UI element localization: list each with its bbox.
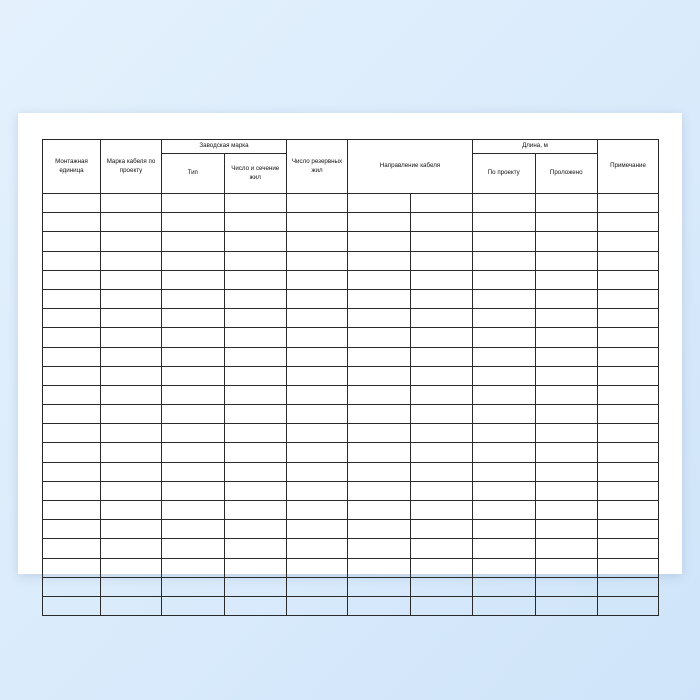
table-cell[interactable] xyxy=(43,213,101,232)
table-row[interactable] xyxy=(43,289,659,308)
table-cell[interactable] xyxy=(348,251,411,270)
table-cell[interactable] xyxy=(162,558,225,577)
table-cell[interactable] xyxy=(224,385,287,404)
table-cell[interactable] xyxy=(43,577,101,596)
header-montazhnaya-edinitsa-label: Монтажная единица xyxy=(55,157,88,174)
table-cell[interactable] xyxy=(598,251,659,270)
table-cell[interactable] xyxy=(473,289,536,308)
table-cell[interactable] xyxy=(287,558,348,577)
header-group-dlina xyxy=(473,140,598,154)
table-cell[interactable] xyxy=(535,481,598,500)
table-row[interactable] xyxy=(43,270,659,289)
table-cell[interactable] xyxy=(224,462,287,481)
table-cell[interactable] xyxy=(162,424,225,443)
table-cell[interactable] xyxy=(224,424,287,443)
table-cell[interactable] xyxy=(598,539,659,558)
table-cell[interactable] xyxy=(287,596,348,615)
table-cell[interactable] xyxy=(535,558,598,577)
table-cell[interactable] xyxy=(598,520,659,539)
table-cell[interactable] xyxy=(162,289,225,308)
table-cell[interactable] xyxy=(410,462,473,481)
table-cell[interactable] xyxy=(287,251,348,270)
table-cell[interactable] xyxy=(473,424,536,443)
table-cell[interactable] xyxy=(535,520,598,539)
table-cell[interactable] xyxy=(224,328,287,347)
table-cell[interactable] xyxy=(224,232,287,251)
table-cell[interactable] xyxy=(410,366,473,385)
table-cell[interactable] xyxy=(535,251,598,270)
table-cell[interactable] xyxy=(348,481,411,500)
table-cell[interactable] xyxy=(473,462,536,481)
table-row[interactable] xyxy=(43,596,659,615)
table-cell[interactable] xyxy=(287,270,348,289)
table-cell[interactable] xyxy=(348,520,411,539)
table-cell[interactable] xyxy=(535,443,598,462)
table-row[interactable] xyxy=(43,405,659,424)
table-cell[interactable] xyxy=(473,385,536,404)
cable-log-table xyxy=(42,139,659,616)
table-cell[interactable] xyxy=(101,347,162,366)
table-cell[interactable] xyxy=(101,424,162,443)
table-cell[interactable] xyxy=(224,405,287,424)
table-cell[interactable] xyxy=(43,385,101,404)
header-montazhnaya-edinitsa xyxy=(43,140,101,194)
table-cell[interactable] xyxy=(410,347,473,366)
table-cell[interactable] xyxy=(598,443,659,462)
table-cell[interactable] xyxy=(535,270,598,289)
table-cell[interactable] xyxy=(348,232,411,251)
table-cell[interactable] xyxy=(287,328,348,347)
table-cell[interactable] xyxy=(162,481,225,500)
table-cell[interactable] xyxy=(224,520,287,539)
table-cell[interactable] xyxy=(535,366,598,385)
table-cell[interactable] xyxy=(101,309,162,328)
table-cell[interactable] xyxy=(473,596,536,615)
table-cell[interactable] xyxy=(101,232,162,251)
table-cell[interactable] xyxy=(162,501,225,520)
table-cell[interactable] xyxy=(598,405,659,424)
table-row[interactable] xyxy=(43,194,659,213)
table-cell[interactable] xyxy=(287,309,348,328)
table-cell[interactable] xyxy=(43,366,101,385)
header-marka-kabelya-label: Марка кабеля по проекту xyxy=(106,157,156,174)
table-cell[interactable] xyxy=(598,501,659,520)
table-cell[interactable] xyxy=(348,424,411,443)
table-row[interactable] xyxy=(43,462,659,481)
table-cell[interactable] xyxy=(43,481,101,500)
table-cell[interactable] xyxy=(598,309,659,328)
table-cell[interactable] xyxy=(410,251,473,270)
table-cell[interactable] xyxy=(43,251,101,270)
table-cell[interactable] xyxy=(101,481,162,500)
table-cell[interactable] xyxy=(101,270,162,289)
table-cell[interactable] xyxy=(348,270,411,289)
table-cell[interactable] xyxy=(473,501,536,520)
table-cell[interactable] xyxy=(101,366,162,385)
table-cell[interactable] xyxy=(162,309,225,328)
table-cell[interactable] xyxy=(43,328,101,347)
header-group-zavodskaya-marka xyxy=(162,140,287,154)
table-cell[interactable] xyxy=(535,328,598,347)
table-cell[interactable] xyxy=(43,405,101,424)
table-cell[interactable] xyxy=(101,385,162,404)
table-cell[interactable] xyxy=(535,577,598,596)
table-cell[interactable] xyxy=(598,481,659,500)
header-po-proektu xyxy=(473,154,536,194)
table-cell[interactable] xyxy=(348,213,411,232)
table-cell[interactable] xyxy=(410,309,473,328)
table-cell[interactable] xyxy=(101,520,162,539)
table-cell[interactable] xyxy=(101,539,162,558)
table-cell[interactable] xyxy=(473,270,536,289)
table-cell[interactable] xyxy=(224,309,287,328)
table-row[interactable] xyxy=(43,577,659,596)
table-cell[interactable] xyxy=(535,309,598,328)
table-body xyxy=(43,194,659,616)
table-cell[interactable] xyxy=(43,539,101,558)
table-cell[interactable] xyxy=(535,539,598,558)
table-cell[interactable] xyxy=(43,347,101,366)
table-cell[interactable] xyxy=(287,194,348,213)
table-cell[interactable] xyxy=(473,577,536,596)
table-cell[interactable] xyxy=(43,520,101,539)
table-row[interactable] xyxy=(43,232,659,251)
table-cell[interactable] xyxy=(101,462,162,481)
table-cell[interactable] xyxy=(473,251,536,270)
table-cell[interactable] xyxy=(535,596,598,615)
table-cell[interactable] xyxy=(410,501,473,520)
table-cell[interactable] xyxy=(224,251,287,270)
table-cell[interactable] xyxy=(287,481,348,500)
table-cell[interactable] xyxy=(598,270,659,289)
paper-sheet xyxy=(18,113,682,574)
table-cell[interactable] xyxy=(287,213,348,232)
table-cell[interactable] xyxy=(598,462,659,481)
table-cell[interactable] xyxy=(287,405,348,424)
table-cell[interactable] xyxy=(162,232,225,251)
table-cell[interactable] xyxy=(598,213,659,232)
table-cell[interactable] xyxy=(162,251,225,270)
table-cell[interactable] xyxy=(473,366,536,385)
table-cell[interactable] xyxy=(43,443,101,462)
table-cell[interactable] xyxy=(473,539,536,558)
table-cell[interactable] xyxy=(162,347,225,366)
header-chislo-rezervnyh-label: Число резервных жил xyxy=(291,157,343,174)
table-row[interactable] xyxy=(43,347,659,366)
table-cell[interactable] xyxy=(101,501,162,520)
table-cell[interactable] xyxy=(43,270,101,289)
table-cell[interactable] xyxy=(410,424,473,443)
table-cell[interactable] xyxy=(101,558,162,577)
table-header xyxy=(43,140,659,194)
header-row-top xyxy=(43,140,659,154)
table-cell[interactable] xyxy=(162,577,225,596)
table-cell[interactable] xyxy=(473,405,536,424)
header-napravlenie-kabelya xyxy=(348,140,473,194)
table-cell[interactable] xyxy=(101,577,162,596)
table-cell[interactable] xyxy=(598,385,659,404)
table-row[interactable] xyxy=(43,501,659,520)
table-cell[interactable] xyxy=(287,501,348,520)
table-cell[interactable] xyxy=(410,289,473,308)
table-cell[interactable] xyxy=(410,577,473,596)
table-cell[interactable] xyxy=(224,577,287,596)
table-cell[interactable] xyxy=(473,213,536,232)
table-row[interactable] xyxy=(43,213,659,232)
table-cell[interactable] xyxy=(598,289,659,308)
table-cell[interactable] xyxy=(224,501,287,520)
table-cell[interactable] xyxy=(598,366,659,385)
table-cell[interactable] xyxy=(287,520,348,539)
table-cell[interactable] xyxy=(43,232,101,251)
table-cell[interactable] xyxy=(162,213,225,232)
table-cell[interactable] xyxy=(348,347,411,366)
table-cell[interactable] xyxy=(287,443,348,462)
table-cell[interactable] xyxy=(287,539,348,558)
table-cell[interactable] xyxy=(473,558,536,577)
table-cell[interactable] xyxy=(348,385,411,404)
table-cell[interactable] xyxy=(43,424,101,443)
table-cell[interactable] xyxy=(410,558,473,577)
table-cell[interactable] xyxy=(101,443,162,462)
table-cell[interactable] xyxy=(535,501,598,520)
table-cell[interactable] xyxy=(410,270,473,289)
header-chislo-rezervnyh xyxy=(287,140,348,194)
table-cell[interactable] xyxy=(287,347,348,366)
table-cell[interactable] xyxy=(473,328,536,347)
table-cell[interactable] xyxy=(473,347,536,366)
table-cell[interactable] xyxy=(224,270,287,289)
table-cell[interactable] xyxy=(43,309,101,328)
table-cell[interactable] xyxy=(224,596,287,615)
table-cell[interactable] xyxy=(43,501,101,520)
table-cell[interactable] xyxy=(535,347,598,366)
table-cell[interactable] xyxy=(287,289,348,308)
table-cell[interactable] xyxy=(43,194,101,213)
table-cell[interactable] xyxy=(348,577,411,596)
table-cell[interactable] xyxy=(535,289,598,308)
table-cell[interactable] xyxy=(348,558,411,577)
table-cell[interactable] xyxy=(287,366,348,385)
table-cell[interactable] xyxy=(162,194,225,213)
table-cell[interactable] xyxy=(348,309,411,328)
table-cell[interactable] xyxy=(101,596,162,615)
header-prolozheno-label: Проложено xyxy=(549,169,583,176)
table-cell[interactable] xyxy=(224,481,287,500)
header-chislo-sechenie-label: Число и сечение жил xyxy=(231,164,280,181)
table-cell[interactable] xyxy=(287,462,348,481)
cable-log-table-wrapper xyxy=(42,139,659,616)
table-cell[interactable] xyxy=(598,328,659,347)
table-cell[interactable] xyxy=(162,443,225,462)
header-napravlenie-kabelya-label: Направление кабеля xyxy=(379,162,441,169)
table-cell[interactable] xyxy=(348,194,411,213)
table-cell[interactable] xyxy=(348,443,411,462)
table-row[interactable] xyxy=(43,558,659,577)
table-cell[interactable] xyxy=(598,424,659,443)
table-cell[interactable] xyxy=(535,462,598,481)
header-po-proektu-label: По проекту xyxy=(487,169,520,176)
table-cell[interactable] xyxy=(535,213,598,232)
table-cell[interactable] xyxy=(535,385,598,404)
table-row[interactable] xyxy=(43,424,659,443)
header-group-dlina-label: Длина, м xyxy=(522,142,548,149)
table-cell[interactable] xyxy=(598,232,659,251)
table-cell[interactable] xyxy=(473,443,536,462)
table-cell[interactable] xyxy=(473,309,536,328)
table-cell[interactable] xyxy=(598,194,659,213)
table-row[interactable] xyxy=(43,539,659,558)
table-cell[interactable] xyxy=(598,577,659,596)
table-cell[interactable] xyxy=(287,424,348,443)
table-cell[interactable] xyxy=(410,443,473,462)
table-cell[interactable] xyxy=(410,213,473,232)
table-cell[interactable] xyxy=(348,328,411,347)
table-cell[interactable] xyxy=(224,213,287,232)
table-cell[interactable] xyxy=(535,194,598,213)
header-tip xyxy=(162,154,225,194)
table-cell[interactable] xyxy=(162,405,225,424)
table-row[interactable] xyxy=(43,385,659,404)
table-cell[interactable] xyxy=(410,194,473,213)
table-row[interactable] xyxy=(43,366,659,385)
table-cell[interactable] xyxy=(410,232,473,251)
table-cell[interactable] xyxy=(101,213,162,232)
table-cell[interactable] xyxy=(598,558,659,577)
table-cell[interactable] xyxy=(598,347,659,366)
table-cell[interactable] xyxy=(473,481,536,500)
table-cell[interactable] xyxy=(43,558,101,577)
table-cell[interactable] xyxy=(535,424,598,443)
table-cell[interactable] xyxy=(348,501,411,520)
table-cell[interactable] xyxy=(224,443,287,462)
table-row[interactable] xyxy=(43,443,659,462)
table-cell[interactable] xyxy=(473,520,536,539)
table-cell[interactable] xyxy=(224,347,287,366)
table-cell[interactable] xyxy=(162,385,225,404)
table-cell[interactable] xyxy=(348,289,411,308)
table-cell[interactable] xyxy=(162,328,225,347)
table-cell[interactable] xyxy=(43,462,101,481)
table-cell[interactable] xyxy=(598,596,659,615)
table-cell[interactable] xyxy=(287,577,348,596)
header-prolozheno xyxy=(535,154,598,194)
table-cell[interactable] xyxy=(162,539,225,558)
table-cell[interactable] xyxy=(43,289,101,308)
table-cell[interactable] xyxy=(224,558,287,577)
table-cell[interactable] xyxy=(410,481,473,500)
table-cell[interactable] xyxy=(101,405,162,424)
table-cell[interactable] xyxy=(101,328,162,347)
table-row[interactable] xyxy=(43,328,659,347)
table-cell[interactable] xyxy=(535,405,598,424)
table-cell[interactable] xyxy=(473,194,536,213)
table-cell[interactable] xyxy=(224,539,287,558)
table-cell[interactable] xyxy=(410,328,473,347)
table-cell[interactable] xyxy=(162,366,225,385)
table-cell[interactable] xyxy=(162,596,225,615)
table-cell[interactable] xyxy=(348,596,411,615)
table-row[interactable] xyxy=(43,481,659,500)
table-cell[interactable] xyxy=(224,194,287,213)
header-marka-kabelya xyxy=(101,140,162,194)
table-cell[interactable] xyxy=(224,366,287,385)
table-cell[interactable] xyxy=(410,385,473,404)
table-cell[interactable] xyxy=(287,232,348,251)
table-cell[interactable] xyxy=(43,596,101,615)
table-cell[interactable] xyxy=(348,462,411,481)
table-cell[interactable] xyxy=(348,539,411,558)
table-cell[interactable] xyxy=(535,232,598,251)
table-cell[interactable] xyxy=(162,520,225,539)
table-cell[interactable] xyxy=(224,289,287,308)
header-group-zavodskaya-marka-label: Заводская марка xyxy=(199,142,249,149)
table-cell[interactable] xyxy=(410,596,473,615)
table-cell[interactable] xyxy=(348,405,411,424)
table-cell[interactable] xyxy=(101,289,162,308)
table-cell[interactable] xyxy=(287,385,348,404)
table-cell[interactable] xyxy=(410,520,473,539)
table-row[interactable] xyxy=(43,309,659,328)
table-cell[interactable] xyxy=(101,194,162,213)
table-cell[interactable] xyxy=(410,405,473,424)
table-cell[interactable] xyxy=(473,232,536,251)
header-tip-label: Тип xyxy=(187,169,198,176)
header-primechanie xyxy=(598,140,659,194)
header-chislo-sechenie xyxy=(224,154,287,194)
table-cell[interactable] xyxy=(410,539,473,558)
table-cell[interactable] xyxy=(162,462,225,481)
header-primechanie-label: Примечание xyxy=(610,162,646,169)
table-row[interactable] xyxy=(43,251,659,270)
table-cell[interactable] xyxy=(101,251,162,270)
table-cell[interactable] xyxy=(348,366,411,385)
table-cell[interactable] xyxy=(162,270,225,289)
table-row[interactable] xyxy=(43,520,659,539)
